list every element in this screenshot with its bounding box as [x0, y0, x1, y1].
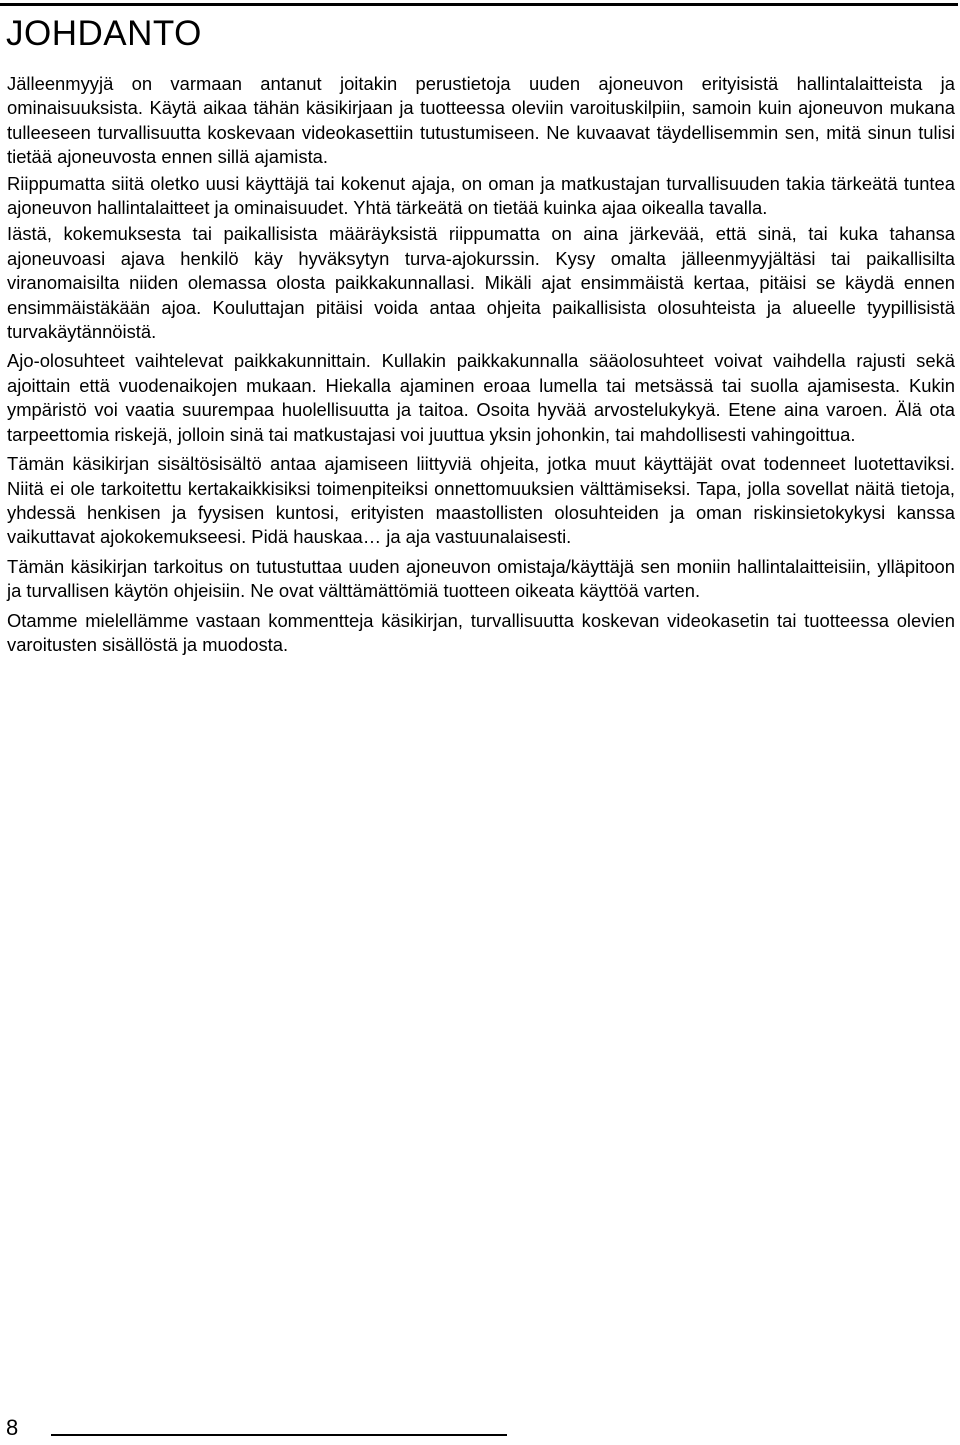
paragraph-purpose: Tämän käsikirjan tarkoitus on tutustuttaa uuden ajoneuvon omistaja/käyttäjä sen moniin hallintalaitteisiin, ylläpitoon ja turvallisen käytön ohjeisiin. Ne ovat välttämättömiä tuotteen oikeata käyttöä varten. — [7, 555, 955, 602]
paragraph-feedback: Otamme mielellämme vastaan kommentteja käsikirjan, turvallisuutta koskevan videokasetin tai tuotteessa olevien varoitusten sisällöstä ja muodosta. — [7, 609, 955, 655]
paragraph-safety-course: Iästä, kokemuksesta tai paikallisista määräyksistä riippumatta on aina järkevää, että sinä, tai kuka tahansa ajoneuvoasi ajava henkilö käy hyväksytyn turva-ajokurssin. Kysy omalta jälleenmyyjältäsi tai paikallisilta viranomaisilta niiden olemassa olosta paikkakunnallasi. Mikäli ajat ensimmäistä kertaa, pitäisi se käydä ennen ensimmäistäkään ajoa. Kouluttajan pitäisi voida antaa ohjeita paikallisista olosuhteista ja alueelle tyypillisistä turvakäytännöistä. — [7, 223, 955, 343]
body-text — [7, 72, 955, 659]
page-number: 8 — [6, 1415, 19, 1440]
paragraph-know-controls: Riippumatta siitä oletko uusi käyttäjä tai kokenut ajaja, on oman ja matkustajan turvallisuuden takia tärkeätä tuntea ajoneuvon hallintalaitteet ja ominaisuudet. Yhtä tärkeätä on tietää kuinka ajaa oikealla tavalla. — [7, 172, 955, 219]
footer-rule — [51, 1434, 507, 1436]
paragraph-intro: Jälleenmyyjä on varmaan antanut joitakin perustietoja uuden ajoneuvon erityisistä hallintalaitteista ja ominaisuuksista. Käytä aikaa tähän käsikirjaan ja tuotteessa oleviin varoituskilpiin, samoin kuin ajoneuvon mukana tulleeseen turvallisuutta koskevaan videokasettiin tutustumiseen. Ne kuvaavat täydellisemmin sen, mitä sinun tulisi tietää ajoneuvosta ennen sillä ajamista. — [7, 73, 955, 168]
paragraph-guidance: Tämän käsikirjan sisältösisältö antaa ajamiseen liittyviä ohjeita, jotka muut käyttäjät ovat todenneet luotettaviksi. Niitä ei ole tarkoitettu kertakaikkisiksi toimenpiteiksi onnettomuuksien välttämiseksi. Tapa, jolla sovellat näitä tietoja, yhdessä henkisen ja fyysisen kuntosi, erityisten maastollisten olosuhteiden ja oman riskinsietokykysi kanssa vaikuttavat ajokokemukseesi. Pidä hauskaa… ja aja vastuunalaisesti. — [7, 453, 955, 548]
paragraph-conditions: Ajo-olosuhteet vaihtelevat paikkakunnittain. Kullakin paikkakunnalla sääolosuhteet voivat vaihdella rajusti sekä ajoittain että vuodenaikojen mukaan. Hiekalla ajaminen eroaa lumella tai metsässä tai suolla ajamisesta. Kukin ympäristö voi vaatia suurempaa huolellisuutta ja taitoa. Osoita hyvää arvostelukykyä. Etene aina varoen. Älä ota tarpeettomia riskejä, jolloin sinä tai matkustajasi voi juuttua yksin johonkin, tai mahdollisesti vahingoittua. — [7, 350, 955, 445]
page-title: JOHDANTO — [6, 14, 202, 53]
top-rule — [0, 3, 958, 6]
